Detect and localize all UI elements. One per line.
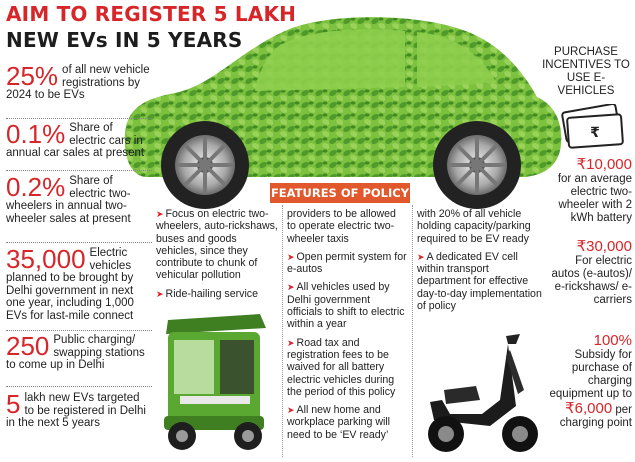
incentives-title: PURCHASE INCENTIVES TO USE E-VEHICLES <box>542 46 630 97</box>
column-divider <box>282 205 283 457</box>
feature-item: ➤ All vehicles used by Delhi government officials to shift to electric within a year <box>287 281 405 331</box>
bullet-icon: ➤ <box>287 337 295 348</box>
stat-value: 5 <box>6 389 21 419</box>
stat-value: 250 <box>6 331 50 361</box>
feature-item-continued: with 20% of all vehicle holding capacity/parking required to be EV ready <box>417 208 531 245</box>
feature-item-continued: providers to be allowed to operate electric two-wheeler taxis <box>287 208 396 245</box>
stat-text: Public charging/ swapping stations to come up in Delhi <box>6 334 145 371</box>
stat-text: Share of electric cars in annual car sales at present <box>6 122 145 159</box>
divider <box>6 386 152 387</box>
incentive-amount-2: ₹6,000 <box>565 400 613 417</box>
feature-item: ➤ All new home and workplace parking will need to be ‘EV ready’ <box>287 404 391 441</box>
bullet-icon: ➤ <box>156 288 164 299</box>
incentive-e-autos <box>548 239 632 307</box>
bullet-icon: ➤ <box>417 251 425 262</box>
headline-line-2: NEW EVs IN 5 YEARS <box>6 28 243 52</box>
column-divider <box>412 205 413 457</box>
incentive-two-wheeler <box>548 157 632 225</box>
stat-car-share <box>6 119 152 160</box>
incentive-amount: ₹10,000 <box>576 156 632 173</box>
feature-item: ➤ A dedicated EV cell within transport department for effective day-to-day implementation of policy <box>417 250 542 313</box>
feature-item: ➤ Open permit system for e-autos <box>287 250 407 276</box>
stat-ev-share-target <box>6 61 152 102</box>
stat-text: lakh new EVs targeted to be registered in Delhi in the next 5 years <box>6 392 146 429</box>
stat-value: 0.1% <box>6 119 66 149</box>
feature-item: ➤ Ride-hailing service <box>156 287 258 300</box>
incentive-amount: 100% <box>593 332 632 349</box>
stat-text: of all new vehicle registrations by 2024 to be EVs <box>6 64 150 101</box>
feature-item: ➤ Focus on electric two-wheelers, auto-rickshaws, buses and goods vehicles, since they contribute to chunk of vehicular pollution <box>156 208 278 282</box>
bullet-icon: ➤ <box>287 251 295 262</box>
stat-text: Electric vehicles planned to be brought by Delhi government in next one year, including 1,000 EVs for last-mile connect <box>6 247 134 322</box>
divider <box>6 170 152 171</box>
feature-item: ➤ Road tax and registration fees to be waived for all battery electric vehicles during the period of this policy <box>287 336 396 398</box>
divider <box>6 242 152 243</box>
bullet-icon: ➤ <box>287 405 295 416</box>
bullet-icon: ➤ <box>156 209 164 219</box>
cash-notes-icon <box>558 104 628 150</box>
incentive-text: For electric autos (e-autos)/ e-rickshaws/ e-carriers <box>551 255 632 306</box>
stat-charging-stations <box>6 331 152 372</box>
stat-text: Share of electric two-wheelers in annual two-wheeler sales at present <box>6 175 131 225</box>
svg-text:₹: ₹ <box>590 125 600 141</box>
incentive-text: Subsidy for purchase of charging equipment up to ₹6,000 per charging point <box>549 349 632 429</box>
incentive-charging-equipment <box>548 333 632 430</box>
headline-line-1: AIM TO REGISTER 5 LAKH <box>6 2 297 26</box>
features-column-3 <box>417 208 543 318</box>
features-column-2 <box>287 208 407 447</box>
stat-two-wheeler-share <box>6 172 152 225</box>
stat-value: 25% <box>6 61 59 91</box>
stat-vehicles-planned <box>6 244 152 322</box>
features-column-1 <box>156 208 278 306</box>
stat-new-evs-target <box>6 389 152 430</box>
features-of-policy-banner: FEATURES OF POLICY <box>270 183 410 203</box>
stat-value: 35,000 <box>6 244 86 274</box>
electric-scooter-illustration <box>420 330 544 458</box>
incentive-amount: ₹30,000 <box>576 238 632 255</box>
bullet-icon: ➤ <box>287 282 295 293</box>
stat-value: 0.2% <box>6 172 66 202</box>
incentive-text: for an average electric two-wheeler with 2 kWh battery <box>557 173 632 224</box>
e-rickshaw-illustration <box>150 308 278 458</box>
